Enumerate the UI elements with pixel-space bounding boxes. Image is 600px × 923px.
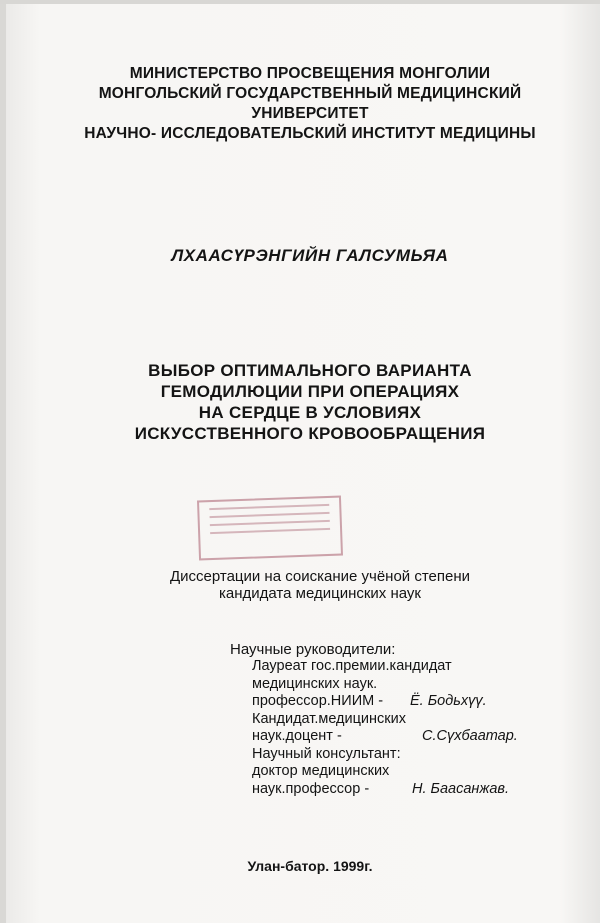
supervisor-line: медицинских наук. [252,675,378,692]
dissertation-line: Диссертации на соискание учёной степени [169,568,471,585]
supervisor-title: профессор.НИИМ - [252,693,384,709]
institute-line: НАУЧНО- ИССЛЕДОВАТЕЛЬСКИЙ ИНСТИТУТ МЕДИЦИНЫ [84,125,536,142]
supervisor-name: С.Сүхбаатар. [422,728,518,744]
library-stamp [197,496,343,561]
supervisor-row [252,693,487,711]
page-edge-shadow [0,0,6,923]
supervisor-title: наук.доцент - [252,728,342,744]
institution-header [40,64,580,144]
consultant-heading: Научный консультант: [252,745,401,762]
supervisor-line: Кандидат.медицинских [252,710,406,727]
ministry-line: МИНИСТЕРСТВО ПРОСВЕЩЕНИЯ МОНГОЛИИ [129,65,491,82]
supervisor-name: Ё. Бодьхүү. [410,693,487,709]
city-year: Улан-батор. 1999г. [247,858,373,874]
thesis-title-line: ИСКУССТВЕННОГО КРОВООБРАЩЕНИЯ [134,424,486,443]
page-edge-shadow-top [0,0,600,4]
university-line-2: УНИВЕРСИТЕТ [251,105,369,122]
dissertation-line: кандидата медицинских наук [219,585,421,602]
consultant-line: доктор медицинских [252,763,390,779]
thesis-title-line: НА СЕРДЦЕ В УСЛОВИЯХ [198,403,422,422]
dissertation-note [100,568,540,602]
supervisors-block [252,658,518,798]
thesis-title [40,360,580,444]
supervisor-line: Лауреат гос.премии.кандидат [252,658,452,674]
university-line: МОНГОЛЬСКИЙ ГОСУДАРСТВЕННЫЙ МЕДИЦИНСКИЙ [98,85,522,102]
thesis-title-line: ВЫБОР ОПТИМАЛЬНОГО ВАРИАНТА [148,361,472,380]
author-name: ЛХААСҮРЭНГИЙН ГАЛСУМЬЯА [171,246,449,265]
consultant-name: Н. Баасанжав. [412,780,510,797]
supervisor-row [252,728,518,746]
thesis-title-line: ГЕМОДИЛЮЦИИ ПРИ ОПЕРАЦИЯХ [160,382,460,401]
consultant-title: наук.профессор - [252,780,370,797]
consultant-row [252,780,510,799]
supervisors-heading: Научные руководители: [230,641,396,658]
